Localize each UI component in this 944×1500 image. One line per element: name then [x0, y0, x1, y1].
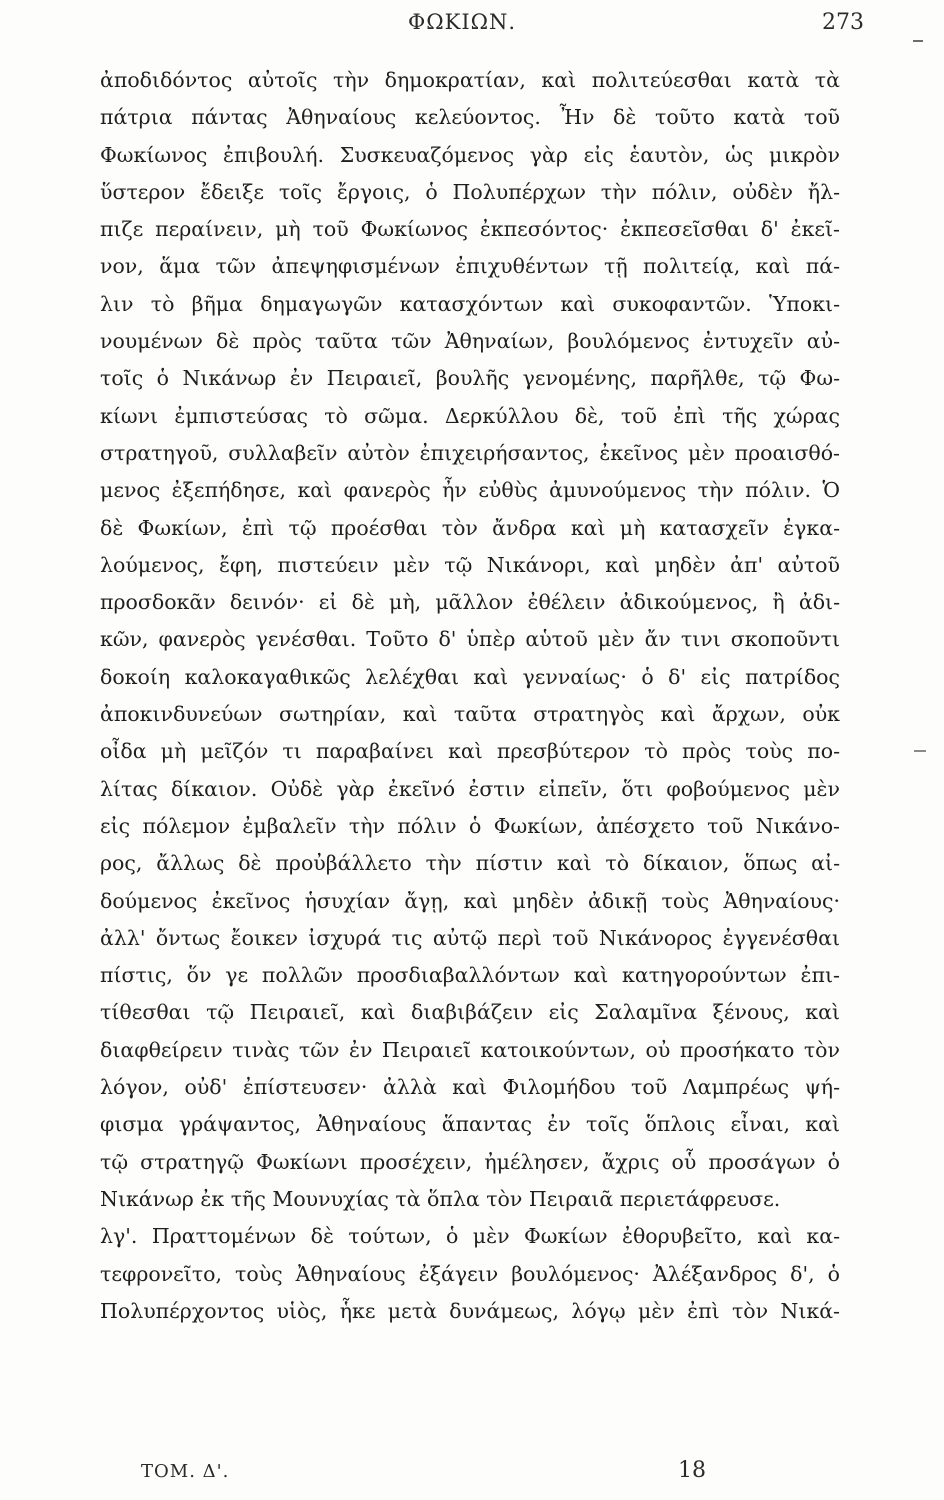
text-line: Φωκίωνος ἐπιβουλή. Συσκευαζόμενος γὰρ εἰς ἑαυτὸν, ὡς μικρὸν — [100, 142, 840, 167]
text-line: πάτρια πάντας Ἀθηναίους κελεύοντος. Ἦν δὲ τοῦτο κατὰ τοῦ — [100, 105, 840, 130]
text-line: νον, ἅμα τῶν ἀπεψηφισμένων ἐπιχυθέντων τῇ πολιτείᾳ, καὶ πά- — [100, 254, 840, 279]
text-line: λιν τὸ βῆμα δημαγωγῶν κατασχόντων καὶ συκοφαντῶν. Ὑποκι- — [100, 291, 840, 316]
text-line: ρος, ἄλλως δὲ προὐβάλλετο τὴν πίστιν καὶ τὸ δίκαιον, ὅπως αἰ- — [100, 851, 840, 876]
text-line: Πολυπέρχοντος υἱὸς, ἧκε μετὰ δυνάμεως, λόγῳ μὲν ἐπὶ τὸν Νικά- — [100, 1298, 840, 1323]
text-line: ἀλλ' ὄντως ἔοικεν ἰσχυρά τις αὐτῷ περὶ τοῦ Νικάνορος ἐγγενέσθαι — [100, 925, 840, 950]
text-line: μενος ἐξεπήδησε, καὶ φανερὸς ἦν εὐθὺς ἀμυνούμενος τὴν πόλιν. Ὁ — [100, 478, 840, 503]
body-text — [100, 62, 840, 1330]
signature-mark: ΤΟΜ. Δ'. — [141, 1461, 230, 1482]
text-line: τῷ στρατηγῷ Φωκίωνι προσέχειν, ἠμέλησεν, ἄχρις οὗ προσάγων ὁ — [100, 1149, 840, 1174]
text-line: τεφρονεῖτο, τοὺς Ἀθηναίους ἐξάγειν βουλόμενος· Ἀλέξανδρος δ', ὁ — [100, 1261, 840, 1286]
text-line: προσδοκᾶν δεινόν· εἰ δὲ μὴ, μᾶλλον ἐθέλειν ἀδικούμενος, ἢ ἀδι- — [100, 590, 840, 615]
text-line: φισμα γράψαντος, Ἀθηναίους ἅπαντας ἐν τοῖς ὅπλοις εἶναι, καὶ — [100, 1112, 840, 1137]
text-line: δούμενος ἐκεῖνος ἡσυχίαν ἄγῃ, καὶ μηδὲν ἀδικῇ τοὺς Ἀθηναίους· — [100, 888, 840, 913]
text-line: δοκοίη καλοκαγαθικῶς λελέχθαι καὶ γενναίως· ὁ δ' εἰς πατρίδος — [100, 664, 840, 689]
text-line: οἶδα μὴ μεῖζόν τι παραβαίνει καὶ πρεσβύτερον τὸ πρὸς τοὺς πο- — [100, 739, 840, 764]
text-line: δὲ Φωκίων, ἐπὶ τῷ προέσθαι τὸν ἄνδρα καὶ μὴ κατασχεῖν ἐγκα- — [100, 515, 840, 540]
text-line: Νικάνωρ ἐκ τῆς Μουνυχίας τὰ ὅπλα τὸν Πειραιᾶ περιετάφρευσε. — [100, 1186, 781, 1211]
text-line: πιζε περαίνειν, μὴ τοῦ Φωκίωνος ἐκπεσόντος· ἐκπεσεῖσθαι δ' ἐκεῖ- — [100, 217, 840, 242]
text-line: τίθεσθαι τῷ Πειραιεῖ, καὶ διαβιβάζειν εἰς Σαλαμῖνα ξένους, καὶ — [100, 1000, 840, 1025]
text-line: κίωνι ἐμπιστεύσας τὸ σῶμα. Δερκύλλου δὲ, τοῦ ἐπὶ τῆς χώρας — [100, 403, 840, 428]
text-line: ἀποκινδυνεύων σωτηρίαν, καὶ ταῦτα στρατηγὸς καὶ ἄρχων, οὐκ — [100, 702, 840, 727]
margin-mark — [914, 750, 926, 752]
text-line: λούμενος, ἔφη, πιστεύειν μὲν τῷ Νικάνορι, καὶ μηδὲν ἀπ' αὐτοῦ — [100, 552, 840, 577]
running-title: ΦΩΚΙΩΝ. — [408, 10, 517, 34]
text-line: νουμένων δὲ πρὸς ταῦτα τῶν Ἀθηναίων, βουλόμενος ἐντυχεῖν αὐ- — [100, 329, 840, 354]
text-line: λίτας δίκαιον. Οὐδὲ γὰρ ἐκεῖνό ἐστιν εἰπεῖν, ὅτι φοβούμενος μὲν — [100, 776, 840, 801]
text-line: στρατηγοῦ, συλλαβεῖν αὐτὸν ἐπιχειρήσαντος, ἐκεῖνος μὲν προαισθό- — [100, 440, 840, 465]
text-line: εἰς πόλεμον ἐμβαλεῖν τὴν πόλιν ὁ Φωκίων, ἀπέσχετο τοῦ Νικάνο- — [100, 813, 840, 838]
running-head — [0, 10, 944, 46]
text-line: τοῖς ὁ Νικάνωρ ἐν Πειραιεῖ, βουλῆς γενομένης, παρῆλθε, τῷ Φω- — [100, 366, 840, 391]
edge-mark — [913, 40, 923, 42]
page-number: 273 — [822, 10, 864, 35]
sheet-number: 18 — [678, 1458, 706, 1483]
text-line: διαφθείρειν τινὰς τῶν ἐν Πειραιεῖ κατοικούντων, οὐ προσήκατο τὸν — [100, 1037, 840, 1062]
text-line: ὕστερον ἔδειξε τοῖς ἔργοις, ὁ Πολυπέρχων τὴν πόλιν, οὐδὲν ἤλ- — [100, 179, 840, 204]
text-line: λγ'. Πραττομένων δὲ τούτων, ὁ μὲν Φωκίων ἐθορυβεῖτο, καὶ κα- — [100, 1224, 840, 1249]
text-line: πίστις, ὅν γε πολλῶν προσδιαβαλλόντων καὶ κατηγορούντων ἐπι- — [100, 963, 840, 988]
text-line: ἀποδιδόντος αὐτοῖς τὴν δημοκρατίαν, καὶ πολιτεύεσθαι κατὰ τὰ — [100, 68, 840, 92]
text-line: κῶν, φανερὸς γενέσθαι. Τοῦτο δ' ὑπὲρ αὑτοῦ μὲν ἄν τινι σκοποῦντι — [100, 627, 840, 652]
text-line: λόγον, οὐδ' ἐπίστευσεν· ἀλλὰ καὶ Φιλομήδου τοῦ Λαμπρέως ψή- — [100, 1075, 840, 1100]
